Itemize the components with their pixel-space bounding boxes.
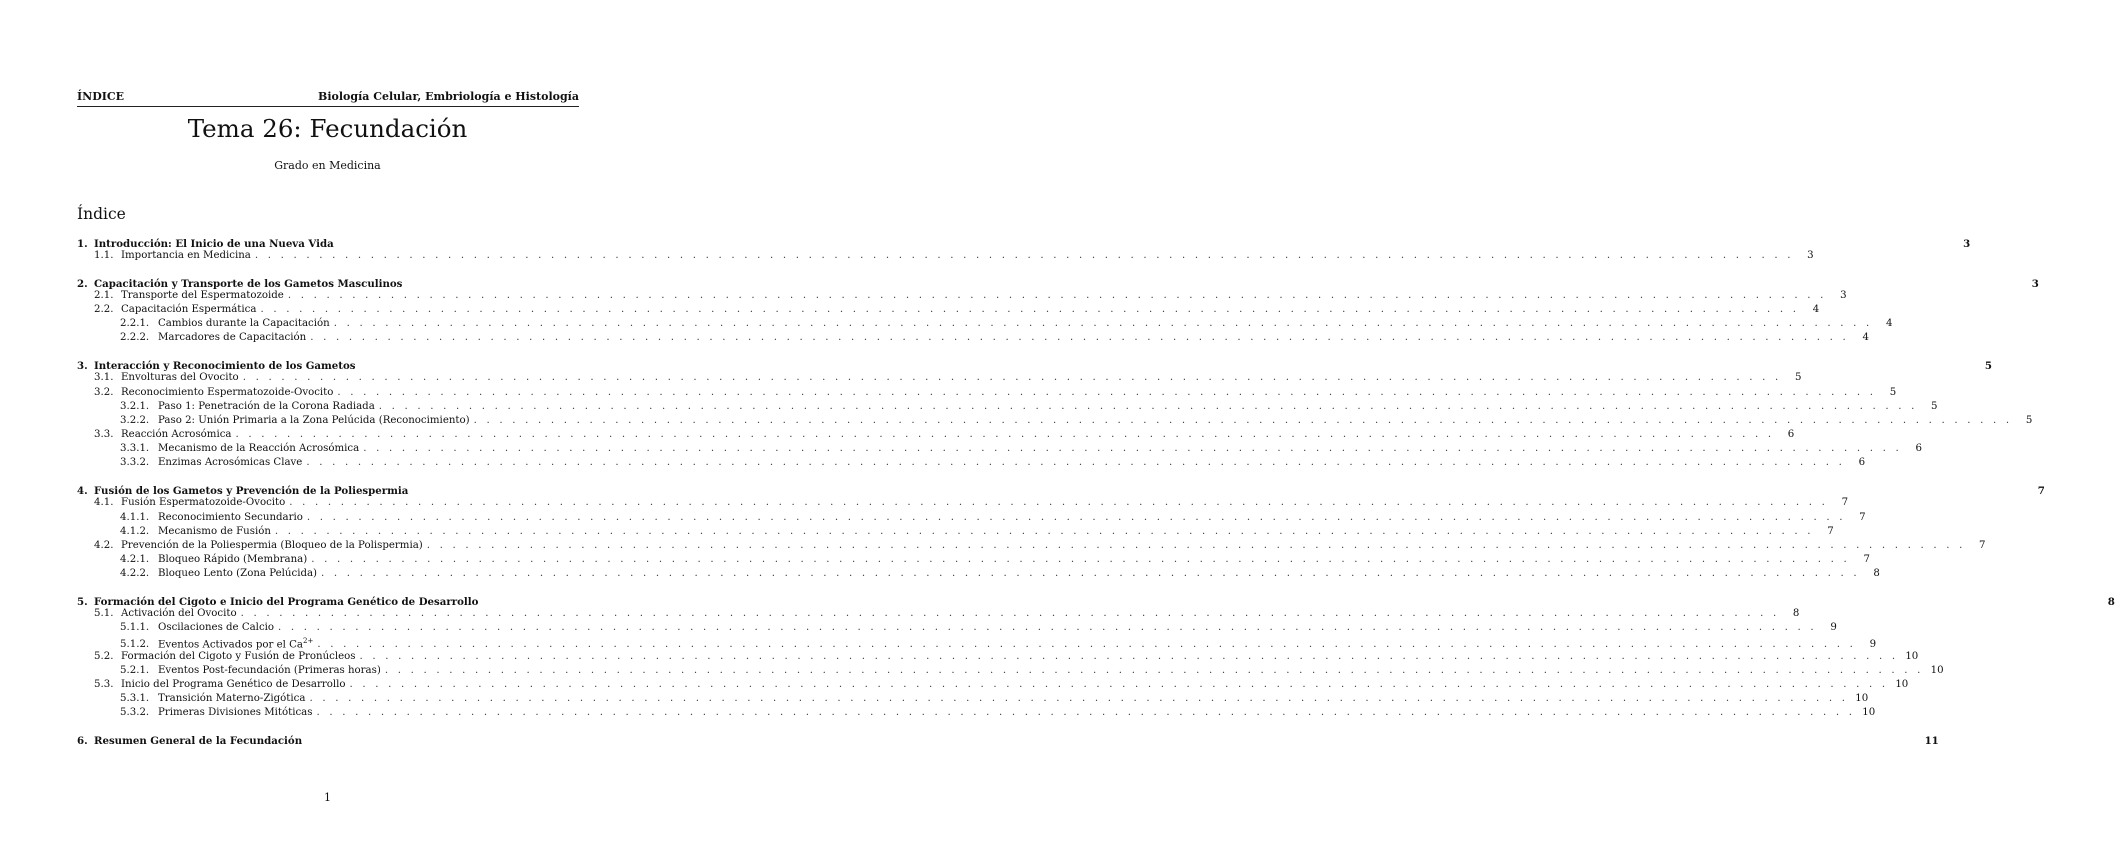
toc-entry-page: 10: [1905, 650, 1919, 662]
toc-subsubsection[interactable]: [77, 318, 1893, 332]
toc-subsubsection[interactable]: [77, 443, 1922, 457]
toc-entry-page: 4: [1885, 318, 1893, 330]
toc-entry-label: Prevención de la Poliespermia (Bloqueo de la Polispermia): [121, 539, 423, 551]
toc-entry-page: 3: [1807, 250, 1814, 261]
toc-entry-number: 5.1.1.: [120, 622, 150, 634]
toc-subsubsection[interactable]: [77, 636, 1877, 651]
toc-entry-page: 5: [1794, 372, 1802, 384]
toc-entry-label: Capacitación Espermática: [121, 304, 257, 316]
toc-entry-page: 4: [1812, 304, 1820, 316]
toc-subsection[interactable]: [77, 679, 1909, 693]
page-number: 1: [324, 791, 331, 804]
toc-leader-dots: . . . . . . . . . . . . . . . . . . . . . . . . . . . . . . . . . . . . . . . . . . . . . . . . . . . . . . . . . . . . . . . . . . . . . . . . . . . . . . . . . . . . . . . . . . . . . . . . . . . . . . . . . . . . . . . . . . . . . . . .: [310, 332, 1849, 344]
toc-entry-label: Cambios durante la Capacitación: [158, 318, 330, 330]
toc-section[interactable]: [77, 480, 2045, 498]
toc-leader-dots: . . . . . . . . . . . . . . . . . . . . . . . . . . . . . . . . . . . . . . . . . . . . . . . . . . . . . . . . . . . . . . . . . . . . . . . . . . . . . . . . . . . . . . . . . . . . . . . . . . . . . . . . . . . . . . . . . . . . . . . .: [289, 497, 1829, 509]
toc-section[interactable]: [77, 730, 1939, 748]
toc-entry-number: 5.3.2.: [120, 707, 150, 719]
toc-entry-label: Eventos Activados por el $Ca^{2+}$: [158, 636, 314, 650]
toc-entry-number: 2.: [77, 277, 88, 290]
toc-leader-dots: . . . . . . . . . . . . . . . . . . . . . . . . . . . . . . . . . . . . . . . . . . . . . . . . . . . . . . . . . . . . . . . . . . . . . . . . . . . . . . . . . . . . . . . . . . . . . . . . . . . . . . . . . . . . . . . . . . . . . . . .: [240, 608, 1780, 620]
toc-entry-number: 5.1.: [94, 608, 114, 620]
toc-entry-number: 3.3.1.: [120, 443, 150, 455]
toc-entry-number: 4.: [77, 485, 88, 498]
toc-entry-number: 3.: [77, 360, 88, 373]
toc-entry-page: 8: [1873, 568, 1880, 580]
toc-entry-page: 7: [1841, 497, 1849, 509]
toc-leader-dots: . . . . . . . . . . . . . . . . . . . . . . . . . . . . . . . . . . . . . . . . . . . . . . . . . . . . . . . . . . . . . . . . . . . . . . . . . . . . . . . . . . . . . . . . . . . . . . . . . . . . . . . . . . . . . . . . . . . . . . . .: [333, 318, 1873, 330]
toc-entry-superscript: 2+: [303, 636, 314, 645]
header-section-label: ÍNDICE: [77, 90, 125, 103]
toc-subsection[interactable]: [77, 289, 1847, 304]
toc-subsubsection[interactable]: [77, 457, 1866, 471]
toc-subsubsection[interactable]: [77, 554, 1870, 568]
toc-subsection[interactable]: [77, 608, 1800, 622]
toc-entry-label: Reconocimiento Espermatozoide-Ovocito: [121, 386, 334, 398]
toc-leader-dots: . . . . . . . . . . . . . . . . . . . . . . . . . . . . . . . . . . . . . . . . . . . . . . . . . . . . . . . . . . . . . . . . . . . . . . . . . . . . . . . . . . . . . . . . . . . . . . . . . . . . . . . . . . . . . . . . . . . . . . . .: [260, 304, 1800, 316]
toc-entry-page: 10: [1895, 679, 1909, 691]
toc-leader-dots: . . . . . . . . . . . . . . . . . . . . . . . . . . . . . . . . . . . . . . . . . . . . . . . . . . . . . . . . . . . . . . . . . . . . . . . . . . . . . . . . . . . . . . . . . . . . . . . . . . . . . . . . . . . . . . . . . . . . . . . .: [337, 386, 1877, 398]
toc-entry-number: 3.3.: [94, 429, 114, 441]
toc-entry-label: Inicio del Programa Genético de Desarrollo: [121, 679, 346, 691]
index-heading: Índice: [77, 205, 126, 223]
toc-entry-page: 3: [2031, 277, 2039, 290]
toc-entry-label: Reconocimiento Secundario: [158, 511, 303, 523]
toc-entry-number: 3.2.1.: [120, 400, 150, 412]
toc-subsubsection[interactable]: [77, 622, 1837, 636]
toc-leader-dots: . . . . . . . . . . . . . . . . . . . . . . . . . . . . . . . . . . . . . . . . . . . . . . . . . . . . . . . . . . . . . . . . . . . . . . . . . . . . . . . . . . . . . . . . . . . . . . . . . . . . . . . . . . . . . . . . . . . . . . . .: [274, 525, 1814, 537]
toc-leader-dots: . . . . . . . . . . . . . . . . . . . . . . . . . . . . . . . . . . . . . . . . . . . . . . . . . . . . . . . . . . . . . . . . . . . . . . . . . . . . . . . . . . . . . . . . . . . . . . . . . . . . . . . . . . . . . . . . . . . . . . . .: [309, 693, 1849, 705]
toc-entry-page: 6: [1787, 429, 1795, 441]
toc-entry-page: 9: [1830, 622, 1837, 634]
toc-entry-number: 4.2.: [94, 539, 114, 551]
toc-leader-dots: . . . . . . . . . . . . . . . . . . . . . . . . . . . . . . . . . . . . . . . . . . . . . . . . . . . . . . . . . . . . . . . . . . . . . . . . . . . . . . . . . . . . . . . . . . . . . . . . . . . . . . . . . . . . . . . . . . . . . . . .: [426, 539, 1966, 551]
toc-subsection[interactable]: [77, 372, 1802, 386]
toc-entry-page: 5: [1984, 360, 1992, 373]
toc-entry-number: 4.2.1.: [120, 554, 150, 566]
toc-entry-label: Bloqueo Rápido (Membrana): [158, 554, 308, 566]
toc-leader-dots: . . . . . . . . . . . . . . . . . . . . . . . . . . . . . . . . . . . . . . . . . . . . . . . . . . . . . . . . . . . . . . . . . . . . . . . . . . . . . . . . . . . . . . . . . . . . . . . . . . . . . . . . . . . . . . . . . . . . . . . .: [242, 372, 1782, 384]
toc-entry-page: 5: [1931, 400, 1938, 412]
toc-section[interactable]: [77, 355, 1992, 373]
toc-entry-label: Paso 2: Unión Primaria a la Zona Pelúcida (Reconocimiento): [158, 414, 470, 426]
toc-entry-page: 11: [1924, 735, 1939, 748]
toc-leader-dots: . . . . . . . . . . . . . . . . . . . . . . . . . . . . . . . . . . . . . . . . . . . . . . . . . . . . . . . . . . . . . . . . . . . . . . . . . . . . . . . . . . . . . . . . . . . . . . . . . . . . . . . . . . . . . . . . . . . . . . . .: [317, 638, 1857, 650]
toc-leader-dots: . . . . . . . . . . . . . . . . . . . . . . . . . . . . . . . . . . . . . . . . . . . . . . . . . . . . . . . . . . . . . . . . . . . . . . . . . . . . . . . . . . . . . . . . . . . . . . . . . . . . . . . . . . . . . . . . . . . . . . . .: [311, 554, 1850, 566]
toc-entry-page: 5: [1889, 386, 1897, 398]
toc-entry-label: Activación del Ovocito: [121, 608, 237, 620]
toc-entry-page: 7: [1859, 511, 1866, 523]
toc-entry-number: 4.1.2.: [120, 525, 150, 537]
toc-entry-label: Fusión Espermatozoide-Ovocito: [121, 497, 286, 509]
toc-leader-dots: . . . . . . . . . . . . . . . . . . . . . . . . . . . . . . . . . . . . . . . . . . . . . . . . . . . . . . . . . . . . . . . . . . . . . . . . . . . . . . . . . . . . . . . . . . . . . . . . . . . . . . . . . . . . . . . . . . . . . . . .: [378, 400, 1918, 412]
toc-entry-number: 2.1.: [94, 289, 114, 301]
toc-entry-label: Resumen General de la Fecundación: [94, 735, 303, 748]
toc-entry-page: 10: [1862, 707, 1876, 719]
toc-entry-page: 8: [2107, 596, 2115, 609]
toc-entry-label: Fusión de los Gametos y Prevención de la Poliespermia: [94, 485, 409, 498]
toc-entry-label: Marcadores de Capacitación: [158, 332, 307, 344]
toc-entry-label: Formación del Cigoto y Fusión de Pronúcleos: [121, 650, 356, 662]
toc-entry-number: 2.2.2.: [120, 332, 150, 344]
toc-entry-number: 3.2.: [94, 386, 114, 398]
toc-subsubsection[interactable]: [77, 707, 1876, 721]
toc-entry-page: 9: [1869, 638, 1877, 650]
document-subtitle: Grado en Medicina: [274, 159, 381, 172]
toc-leader-dots: . . . . . . . . . . . . . . . . . . . . . . . . . . . . . . . . . . . . . . . . . . . . . . . . . . . . . . . . . . . . . . . . . . . . . . . . . . . . . . . . . . . . . . . . . . . . . . . . . . . . . . . . . . . . . . . . . . . . . . . .: [363, 443, 1902, 455]
toc-entry-page: 6: [1858, 457, 1866, 469]
toc-entry-label: Paso 1: Penetración de la Corona Radiada: [158, 400, 375, 412]
toc-leader-dots: . . . . . . . . . . . . . . . . . . . . . . . . . . . . . . . . . . . . . . . . . . . . . . . . . . . . . . . . . . . . . . . . . . . . . . . . . . . . . . . . . . . . . . . . . . . . . . . . . . . . . . . . . . . . . . . . . . . . . . . .: [321, 568, 1860, 580]
toc-leader-dots: . . . . . . . . . . . . . . . . . . . . . . . . . . . . . . . . . . . . . . . . . . . . . . . . . . . . . . . . . . . . . . . . . . . . . . . . . . . . . . . . . . . . . . . . . . . . . . . . . . . . . . . . . . . . . . . . . . . . . . . .: [287, 289, 1827, 301]
toc-entry-number: 1.: [77, 238, 88, 250]
toc-entry-number: 1.1.: [94, 250, 114, 261]
toc-leader-dots: . . . . . . . . . . . . . . . . . . . . . . . . . . . . . . . . . . . . . . . . . . . . . . . . . . . . . . . . . . . . . . . . . . . . . . . . . . . . . . . . . . . . . . . . . . . . . . . . . . . . . . . . . . . . . . . . . . . . . . . .: [306, 511, 1846, 523]
toc-subsection[interactable]: [77, 650, 1919, 665]
toc-entry-page: 6: [1915, 443, 1922, 455]
toc-entry-page: 4: [1862, 332, 1869, 344]
toc-subsubsection[interactable]: [77, 568, 1880, 582]
toc-entry-page: 7: [1863, 554, 1870, 566]
toc-entry-label: Mecanismo de Fusión: [158, 525, 271, 537]
toc-entry-label: Importancia en Medicina: [121, 250, 251, 261]
toc-subsubsection[interactable]: [77, 525, 1834, 540]
toc-entry-page: 10: [1855, 693, 1869, 705]
toc-entry-number: 2.2.: [94, 304, 114, 316]
running-header: [77, 88, 579, 107]
toc-entry-label: Mecanismo de la Reacción Acrosómica: [158, 443, 360, 455]
toc-entry-page: 8: [1792, 608, 1800, 620]
header-course-title: Biología Celular, Embriología e Histología: [318, 90, 579, 103]
toc-leader-dots: . . . . . . . . . . . . . . . . . . . . . . . . . . . . . . . . . . . . . . . . . . . . . . . . . . . . . . . . . . . . . . . . . . . . . . . . . . . . . . . . . . . . . . . . . . . . . . . . . . . . . . . . . . . . . . . . . . . . . . . .: [384, 664, 1924, 676]
toc-entry-page: 7: [1979, 539, 1986, 551]
toc-entry-label: Interacción y Reconocimiento de los Gametos: [94, 360, 356, 373]
toc-leader-dots: . . . . . . . . . . . . . . . . . . . . . . . . . . . . . . . . . . . . . . . . . . . . . . . . . . . . . . . . . . . . . . . . . . . . . . . . . . . . . . . . . . . . . . . . . . . . . . . . . . . . . . . . . . . . . . . . . . . . . . . .: [316, 707, 1856, 719]
toc-section[interactable]: [77, 591, 2115, 609]
toc-entry-label: Primeras Divisiones Mitóticas: [158, 707, 313, 719]
toc-subsubsection[interactable]: [77, 511, 1866, 526]
toc-leader-dots: . . . . . . . . . . . . . . . . . . . . . . . . . . . . . . . . . . . . . . . . . . . . . . . . . . . . . . . . . . . . . . . . . . . . . . . . . . . . . . . . . . . . . . . . . . . . . . . . . . . . . . . . . . . . . . . . . . . . . . . .: [349, 679, 1889, 691]
toc-subsection[interactable]: [77, 250, 1814, 264]
toc-subsubsection[interactable]: [77, 664, 1944, 679]
toc-entry-label: Enzimas Acrosómicas Clave: [158, 457, 303, 469]
toc-section[interactable]: [77, 233, 1971, 250]
toc-subsection[interactable]: [77, 386, 1897, 401]
toc-subsection[interactable]: [77, 497, 1849, 511]
toc-leader-dots: . . . . . . . . . . . . . . . . . . . . . . . . . . . . . . . . . . . . . . . . . . . . . . . . . . . . . . . . . . . . . . . . . . . . . . . . . . . . . . . . . . . . . . . . . . . . . . . . . . . . . . . . . . . . . . . . . . . . . . . .: [473, 414, 2013, 426]
toc-leader-dots: . . . . . . . . . . . . . . . . . . . . . . . . . . . . . . . . . . . . . . . . . . . . . . . . . . . . . . . . . . . . . . . . . . . . . . . . . . . . . . . . . . . . . . . . . . . . . . . . . . . . . . . . . . . . . . . . . . . . . . . .: [254, 250, 1794, 261]
toc-entry-label: Transición Materno-Zigótica: [158, 693, 306, 705]
toc-entry-label: Eventos Post-fecundación (Primeras horas): [158, 664, 381, 676]
toc-entry-label: Capacitación y Transporte de los Gametos Masculinos: [94, 277, 403, 290]
toc-entry-label: Envolturas del Ovocito: [121, 372, 239, 384]
toc-entry-page: 7: [1827, 525, 1834, 537]
toc-entry-number: 5.2.: [94, 650, 114, 662]
toc-entry-number: 4.2.2.: [120, 568, 150, 580]
toc-entry-number: 6.: [77, 735, 88, 748]
toc-subsubsection[interactable]: [77, 332, 1869, 346]
toc-leader-dots: . . . . . . . . . . . . . . . . . . . . . . . . . . . . . . . . . . . . . . . . . . . . . . . . . . . . . . . . . . . . . . . . . . . . . . . . . . . . . . . . . . . . . . . . . . . . . . . . . . . . . . . . . . . . . . . . . . . . . . . .: [359, 650, 1899, 662]
document-title: Tema 26: Fecundación: [187, 114, 468, 143]
toc-entry-number: 3.3.2.: [120, 457, 150, 469]
toc-entry-page: 7: [2037, 485, 2045, 498]
toc-leader-dots: . . . . . . . . . . . . . . . . . . . . . . . . . . . . . . . . . . . . . . . . . . . . . . . . . . . . . . . . . . . . . . . . . . . . . . . . . . . . . . . . . . . . . . . . . . . . . . . . . . . . . . . . . . . . . . . . . . . . . . . .: [235, 429, 1775, 441]
toc-entry-label: Reacción Acrosómica: [121, 429, 232, 441]
toc-subsection[interactable]: [77, 429, 1795, 443]
toc-entry-label: Bloqueo Lento (Zona Pelúcida): [158, 568, 318, 580]
toc-subsection[interactable]: [77, 539, 1986, 554]
toc-section[interactable]: [77, 273, 2039, 290]
toc-entry-number: 5.3.1.: [120, 693, 150, 705]
toc-entry-number: 4.1.: [94, 497, 114, 509]
toc-leader-dots: . . . . . . . . . . . . . . . . . . . . . . . . . . . . . . . . . . . . . . . . . . . . . . . . . . . . . . . . . . . . . . . . . . . . . . . . . . . . . . . . . . . . . . . . . . . . . . . . . . . . . . . . . . . . . . . . . . . . . . . .: [306, 457, 1846, 469]
toc-subsubsection[interactable]: [77, 414, 2033, 429]
toc-entry-number: 3.1.: [94, 372, 114, 384]
toc-entry-number: 5.1.2.: [120, 638, 150, 650]
toc-entry-label: Introducción: El Inicio de una Nueva Vida: [94, 238, 334, 250]
toc-entry-page: 5: [2025, 414, 2033, 426]
toc-subsection[interactable]: [77, 304, 1820, 318]
toc-entry-label: Transporte del Espermatozoide: [121, 289, 284, 301]
toc-subsubsection[interactable]: [77, 400, 1938, 415]
toc-entry-number: 3.2.2.: [120, 414, 150, 426]
toc-entry-label: Formación del Cigoto e Inicio del Programa Genético de Desarrollo: [94, 596, 479, 609]
toc-entry-number: 5.2.1.: [120, 664, 150, 676]
toc-entry-number: 2.2.1.: [120, 318, 150, 330]
toc-entry-number: 5.3.: [94, 679, 114, 691]
toc-entry-number: 4.1.1.: [120, 511, 150, 523]
table-of-contents: [77, 233, 2115, 748]
toc-subsubsection[interactable]: [77, 693, 1869, 707]
toc-entry-page: 10: [1930, 664, 1944, 676]
toc-entry-label: Oscilaciones de Calcio: [158, 622, 275, 634]
toc-entry-number: 5.: [77, 596, 88, 609]
toc-leader-dots: . . . . . . . . . . . . . . . . . . . . . . . . . . . . . . . . . . . . . . . . . . . . . . . . . . . . . . . . . . . . . . . . . . . . . . . . . . . . . . . . . . . . . . . . . . . . . . . . . . . . . . . . . . . . . . . . . . . . . . . .: [278, 622, 1817, 634]
toc-entry-page: 3: [1963, 238, 1971, 250]
toc-entry-page: 3: [1840, 289, 1847, 301]
